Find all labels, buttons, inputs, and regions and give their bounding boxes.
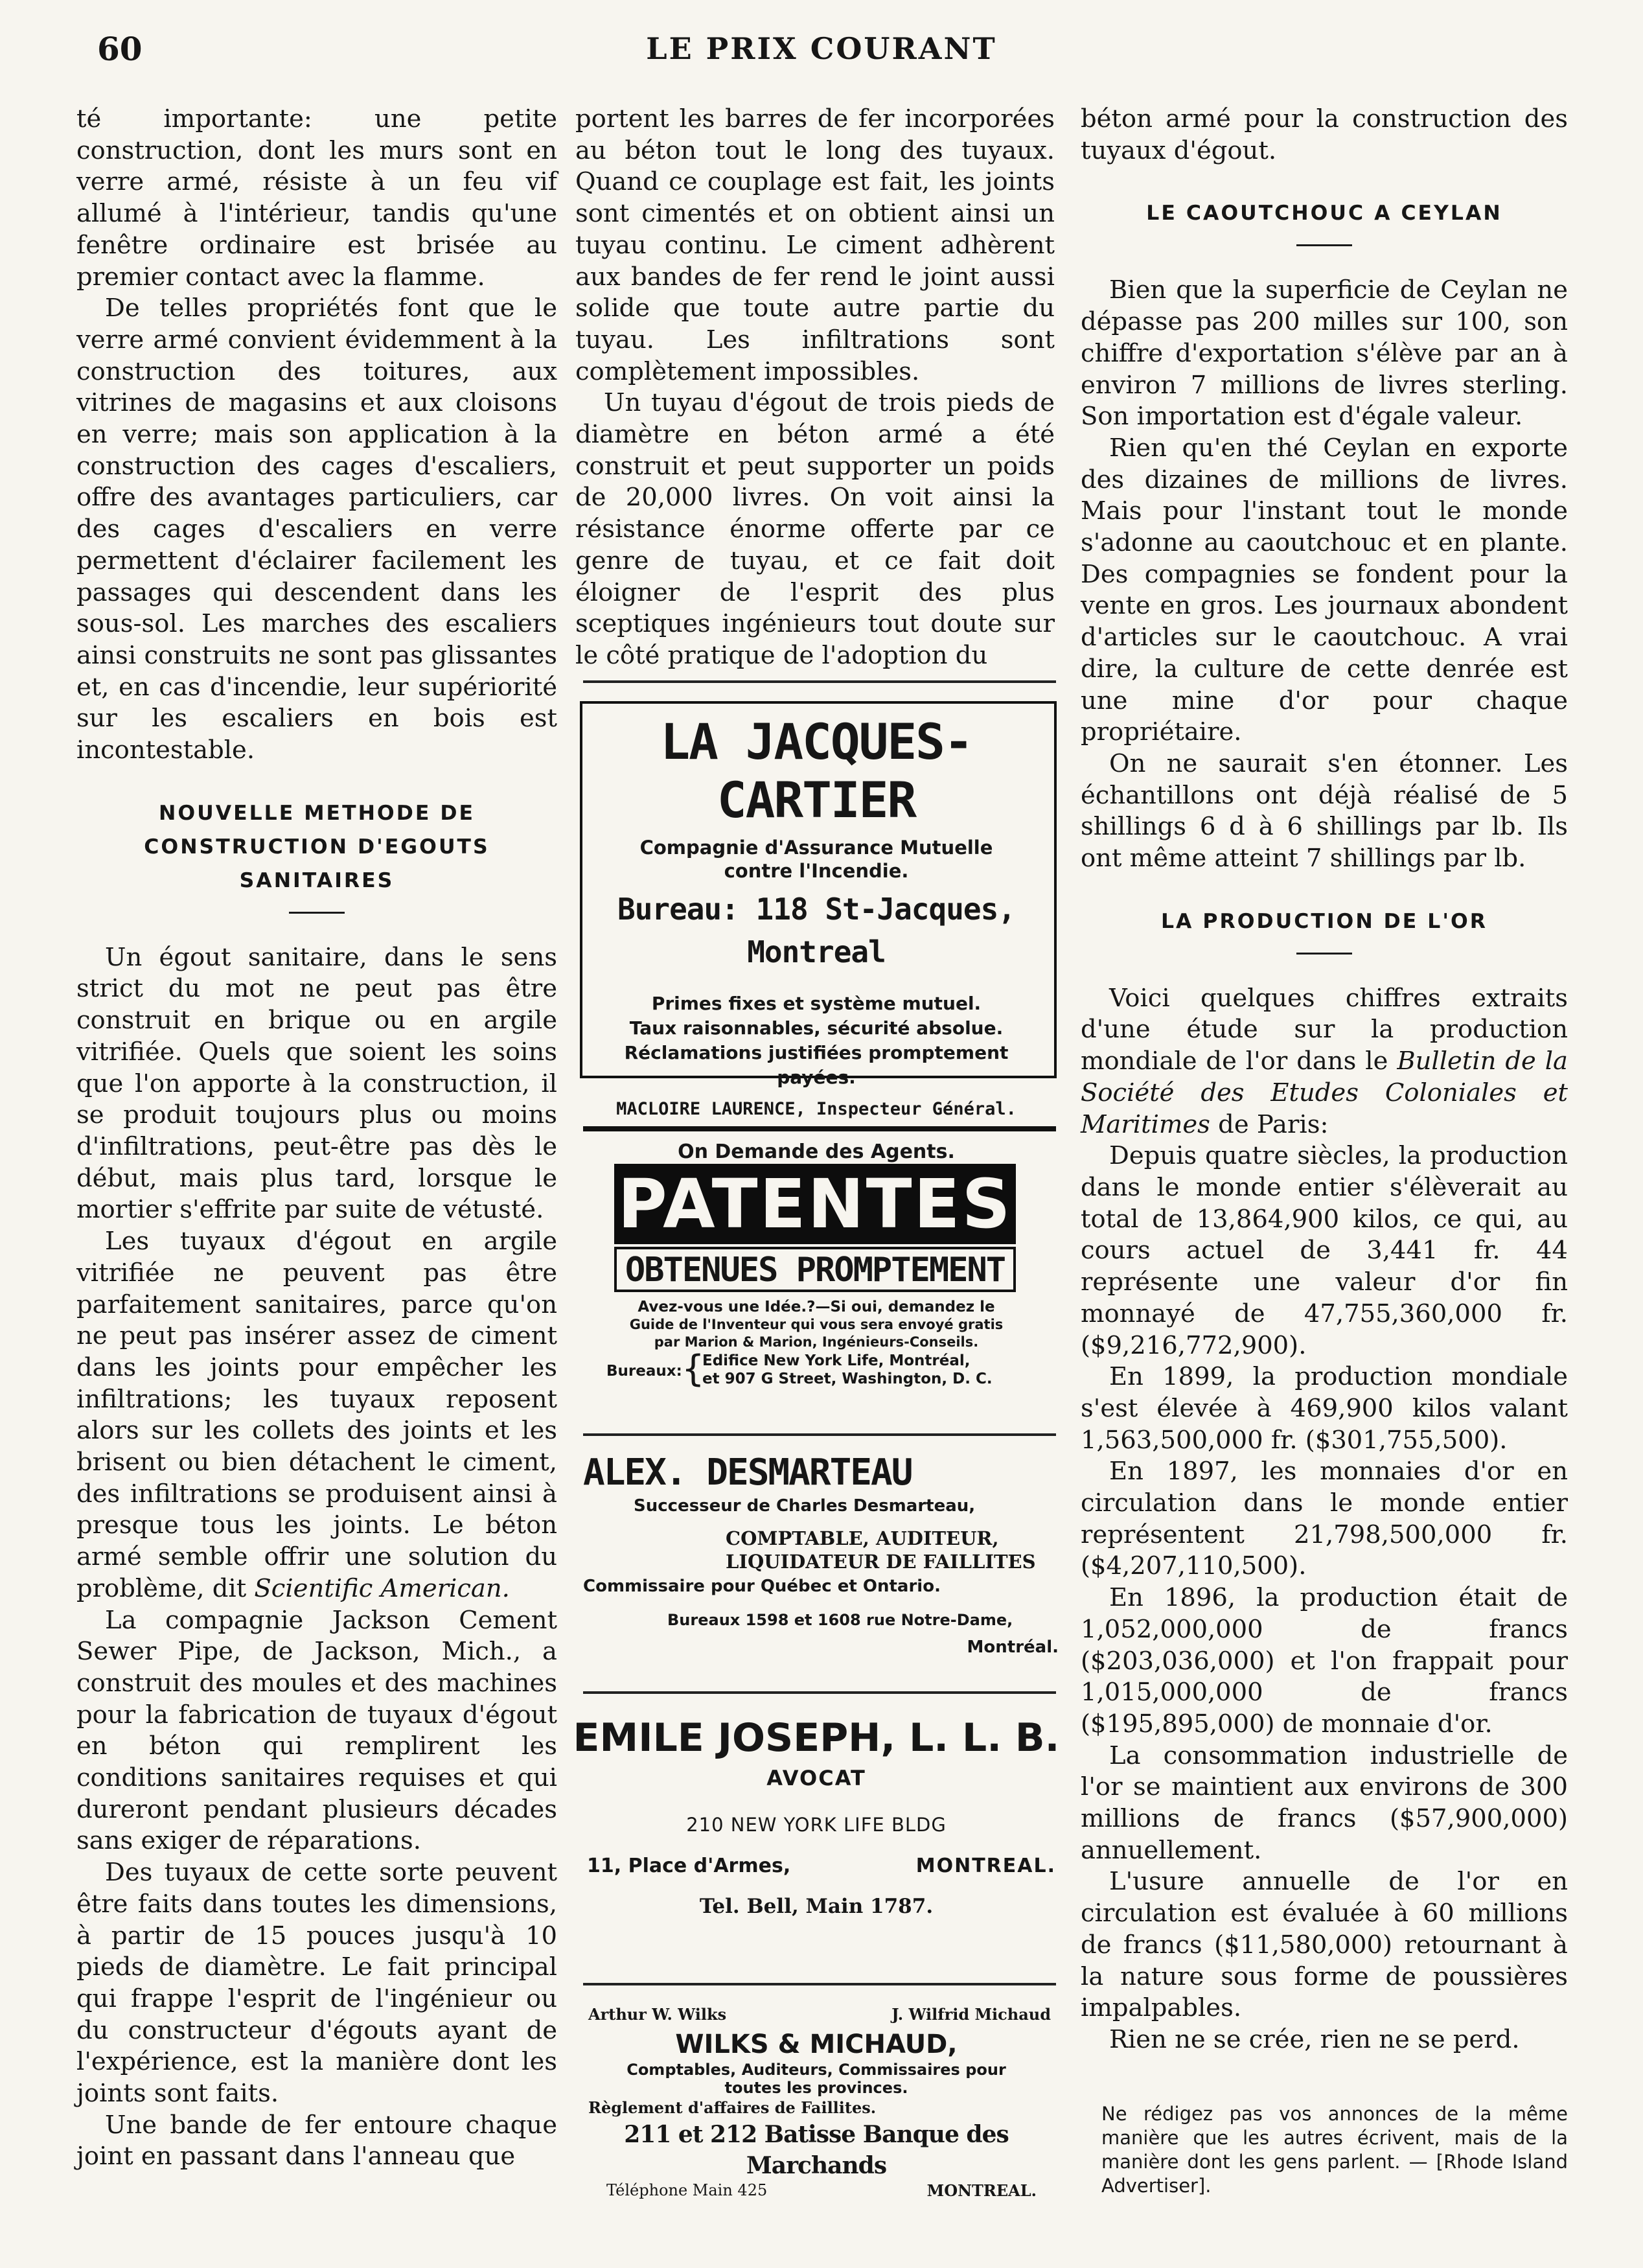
paragraph-text: Voici quelques chiffres extraits d'une étude sur la production mondiale de l'or dans le [1081,983,1568,1076]
heading-rule [1296,244,1352,246]
paragraph-text: béton armé pour la construction des tuyaux d'égout. [1081,104,1568,165]
paragraph [1081,1456,1568,1582]
ad-line: AVOCAT [766,1766,866,1790]
paragraph-text: La compagnie Jackson Cement Sewer Pipe, de Jackson, Mich., a construit des moules et des machines pour la fabrication de tuyaux d'égout en béton qui remplirent les conditions sanitaires requises et qui dureront pendant plusieurs décades sans exiger de réparations. [76,1605,557,1856]
ad-line: COMPTABLE, AUDITEUR, [726,1527,999,1549]
paragraph-text: En 1899, la production mondiale s'est élevée à 469,900 kilos valant 1,563,500,000 fr. ($301,755,500). [1081,1362,1568,1455]
paragraph-text: En 1897, les monnaies d'or en circulation dans le monde entier représentent 21,798,500,000 fr. ($4,207,110,500). [1081,1457,1568,1581]
ad-patentes-title: PATENTES [614,1164,1016,1244]
brace-glyph: { [682,1348,705,1390]
ad-divider [583,1983,1056,1985]
ad-line: Avez-vous une Idée.?—Si oui, demandez le [638,1299,995,1315]
ad-title: LA JACQUES-CARTIER [660,713,972,829]
ad-title: EMILE JOSEPH, L. L. B. [573,1715,1060,1761]
ad-line: contre l'Incendie. [724,860,909,882]
ad-partner-row [570,2002,1063,2028]
paragraph-text: De telles propriétés font que le verre armé convient évidemment à la construction des toitures, aux vitrines de magasins et aux cloisons en verre; mais son application à la construction des cages d'escaliers, offre des avantages particuliers, car des cages d'escaliers en verre permettent d'éclairer facilement les passages qui descendent dans les sous-sol. Les marches des escaliers ainsi construits ne sont pas glissantes et, en cas d'incendie, leur supériorité sur les escaliers en bois est incontestable. [76,294,557,765]
paragraph [76,104,557,293]
paragraph [76,2110,557,2173]
ad-line: Règlement d'affaires de Faillites. [588,2098,877,2117]
ad-line: Comptables, Auditeurs, Commissaires pour [626,2061,1006,2079]
page-number: 60 [97,30,143,68]
paragraph-text: Bien que la superficie de Ceylan ne dépasse pas 200 milles sur 100, son chiffre d'exportation s'élève par an à environ 7 millions de livres sterling. Son importation est d'égale valeur. [1081,275,1568,432]
ad-address: 11, Place d'Armes, [587,1855,791,1877]
ad-line: LIQUIDATEUR DE FAILLITES [726,1551,1036,1573]
paragraph [76,942,557,1226]
closing-note: Ne rédigez pas vos annonces de la même manière que les autres écrivent, mais de la manière dont les gens parlent. — [Rhode Island Advertiser]. [1101,2103,1568,2197]
section-heading: NOUVELLE METHODE DE CONSTRUCTION D'EGOUTS SANITAIRES [144,801,490,892]
paragraph-text: Un tuyau d'égout de trois pieds de diamètre en béton armé a été construit et peut supporter un poids de 20,000 livres. On voit ainsi la résistance énorme offerte par ce genre de tuyau, et ce fait doit éloigner de l'esprit des plus sceptiques ingénieurs tout doute sur le côté pratique de l'adoption du [575,388,1055,670]
paragraph-text: L'usure annuelle de l'or en circulation est évaluée à 60 millions de francs ($11,580,000) retournant à la nature sous forme de poussières impalpables. [1081,1867,1568,2023]
paragraph [575,104,1055,388]
ad-patentes-subtitle: OBTENUES PROMPTEMENT [614,1247,1016,1292]
ad-line: MONTREAL. [915,1855,1056,1877]
paragraph [575,388,1055,671]
ad-emile-joseph [570,1715,1063,1925]
column-3 [1081,104,1568,2056]
paragraph [1081,1140,1568,1361]
ad-line: par Marion & Marion, Ingénieurs-Conseils. [654,1334,979,1350]
ad-line: toutes les provinces. [724,2079,908,2097]
section-heading: LE CAOUTCHOUC A CEYLAN [1146,202,1502,226]
ad-footer-row [570,2181,1063,2203]
column-1 [76,104,557,2173]
ad-address-row [570,1849,1063,1888]
paragraph-text: Depuis quatre siècles, la production dans le monde entier s'élèverait au total de 13,864,900 kilos, ce qui, au cours actuel de 3,441 fr. 44 représente une valeur d'or fin monnayé de 47,755,360,000 fr. ($9,216,772,900). [1081,1141,1568,1360]
ad-line: Commissaire pour Québec et Ontario. [583,1577,941,1596]
paragraph [76,1857,557,2110]
italic-citation: Bulletin de la Société des Etudes Coloniales et Maritimes [1081,1047,1568,1139]
ad-address: 210 NEW YORK LIFE BLDG [686,1814,947,1836]
paragraph [76,1605,557,1858]
heading-rule [1296,953,1352,955]
ad-line: Taux raisonnables, sécurité absolue. [629,1017,1004,1039]
ad-title: ALEX. DESMARTEAU [583,1452,912,1494]
paragraph [1081,1582,1568,1741]
ad-phone: Tel. Bell, Main 1787. [699,1895,934,1918]
ad-line: Réclamations justifiées promptement payées. [624,1042,1009,1088]
ad-address: 211 et 212 Batisse Banque des Marchands [624,2121,1009,2179]
paragraph [1081,748,1568,875]
paragraph-text: portent les barres de fer incorporées au béton tout le long des tuyaux. Quand ce couplage est fait, les joints sont cimentés et on obtient ainsi un tuyau continu. Le ciment adhèrent aux bandes de fer rend le joint aussi solide que toute autre partie du tuyau. Les infiltrations sont complètement impossibles. [575,104,1055,386]
ad-wilks-michaud [570,2002,1063,2203]
paragraph [1081,2024,1568,2056]
paragraph [1081,1866,1568,2024]
ad-agents: On Demande des Agents. [678,1140,955,1163]
ad-line: Montréal. [967,1637,1059,1657]
paragraph-text: de Paris: [1210,1109,1329,1139]
running-title: LE PRIX COURANT [646,31,997,66]
ad-phone: Téléphone Main 425 [606,2181,768,2199]
ad-line: et 907 G Street, Washington, D. C. [702,1371,993,1387]
paragraph-text: En 1896, la production était de 1,052,000,000 de francs ($203,036,000) et l'on frappait pour 1,015,000,000 de francs ($195,895,000) de monnaie d'or. [1081,1583,1568,1739]
ad-line: Guide de l'Inventeur qui vous sera envoyé gratis [629,1317,1004,1332]
section-heading: LA PRODUCTION DE L'OR [1160,909,1488,933]
paragraph [1081,433,1568,748]
ad-divider [583,1691,1056,1694]
ad-line: MONTREAL. [926,2181,1037,2200]
ad-title: WILKS & MICHAUD, [675,2030,958,2059]
ad-patentes-addresses [570,1348,1063,1391]
ad-line: Primes fixes et système mutuel. [651,993,982,1014]
ad-address: Bureaux 1598 et 1608 rue Notre-Dame, [667,1611,1013,1629]
ad-patentes-body [570,1299,1063,1391]
ad-inspector: MACLOIRE LAURENCE, Inspecteur Général. [616,1099,1017,1119]
ad-line: Successeur de Charles Desmarteau, [634,1496,976,1516]
paragraph [76,293,557,767]
ad-line: Arthur W. Wilks [588,2005,727,2024]
paragraph-text: On ne saurait s'en étonner. Les échantillons ont déjà réalisé de 5 shillings 6 d à 6 shillings par lb. Ils ont même atteint 7 shillings par lb. [1081,748,1568,874]
paragraph [76,1226,557,1604]
ad-divider [583,1433,1056,1436]
ad-label: Bureaux: [606,1363,682,1380]
paragraph-text: Des tuyaux de cette sorte peuvent être faits dans toutes les dimensions, à partir de 15 pouces jusqu'à 10 pieds de diamètre. Le fait principal qui frappe l'esprit de l'ingénieur ou du constructeur d'égouts ayant de l'expérience, est la manière dont les joints sont faits. [76,1858,557,2109]
paragraph-text: La consommation industrielle de l'or se maintient aux environs de 300 millions de francs ($57,900,000) annuellement. [1081,1741,1568,1865]
ad-jacques-cartier-content [570,713,1063,1165]
paragraph-text: Un égout sanitaire, dans le sens strict du mot ne peut pas être construit en brique ou en argile vitrifiée. Quels que soient les soins que l'on apporte à la construction, il se produit toujours plus ou moins d'infiltrations, peut-être pas dès le début, mais plus tard, lorsque le mortier s'effrite par suite de vétusté. [76,942,557,1225]
paragraph [1081,104,1568,167]
ad-divider [583,1126,1056,1131]
paragraph [1081,1741,1568,1867]
paragraph-text: Rien qu'en thé Ceylan en exporte des dizaines de millions de livres. Mais pour l'instant tout le monde s'adonne au caoutchouc et en plante. Des compagnies se fondent pour la vente en gros. Les journaux abondent d'articles sur le caoutchouc. A vrai dire, la culture de cette denrée est une mine d'or pour chaque propriétaire. [1081,433,1568,747]
paragraph-text: Rien ne se crée, rien ne se perd. [1109,2024,1520,2054]
italic-citation: Scientific American. [254,1573,510,1603]
paragraph-text: té importante: une petite construction, dont les murs sont en verre armé, résiste à un feu vif allumé à l'intérieur, tandis qu'une fenêtre ordinaire est brisée au premier contact avec la flamme. [76,104,557,292]
heading-rule [289,912,345,914]
ad-line: Compagnie d'Assurance Mutuelle [639,837,993,859]
paragraph [1081,983,1568,1141]
ad-address: Bureau: 118 St-Jacques, Montreal [617,892,1015,969]
ad-desmarteau [570,1452,1063,1661]
paragraph [1081,275,1568,433]
paragraph-text: Les tuyaux d'égout en argile vitrifiée ne peuvent pas être parfaitement sanitaires, parce qu'on ne peut pas insérer assez de ciment dans les joints pour empêcher les infiltrations; les tuyaux reposent alors sur les collets des joints et les brisent ou bien détachent le ciment, des infiltrations se produisent ainsi à presque tous les joints. Le béton armé semble offrir une solution du problème, dit [76,1227,557,1603]
ad-divider [583,680,1056,683]
ad-line: Edifice New York Life, Montréal, [702,1352,971,1369]
paragraph [1081,1361,1568,1456]
paragraph-text: Une bande de fer entoure chaque joint en passant dans l'anneau que [76,2110,557,2171]
ad-line: J. Wilfrid Michaud [891,2005,1051,2024]
column-2 [575,104,1055,672]
